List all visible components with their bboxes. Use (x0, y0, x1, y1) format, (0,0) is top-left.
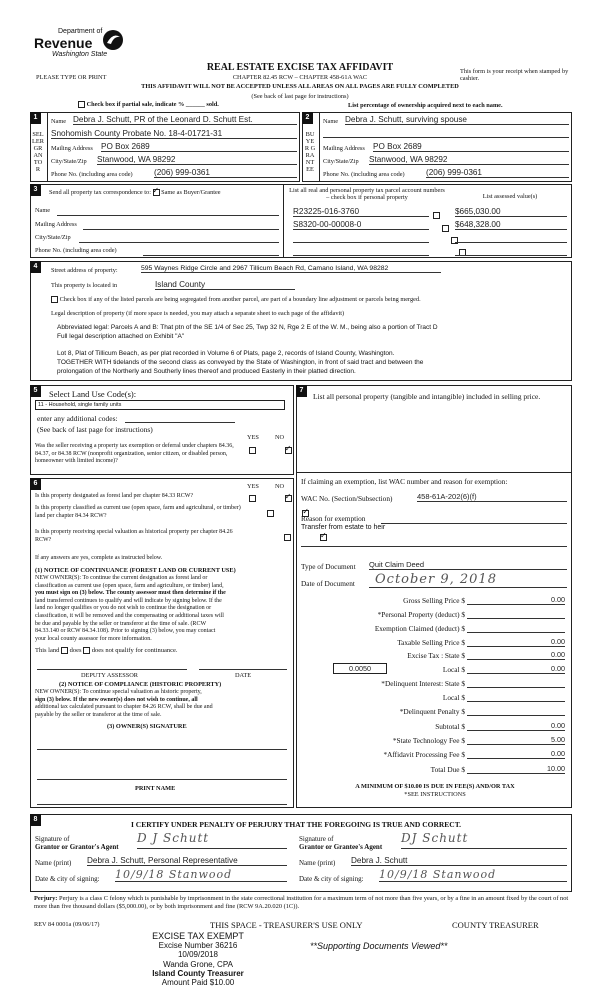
does-checkbox[interactable] (61, 647, 68, 654)
deputy-assessor-label: DEPUTY ASSESSOR (81, 672, 138, 679)
parcel-personal-checkbox-1[interactable] (433, 212, 440, 219)
reason-text[interactable]: Transfer from estate to heir (301, 524, 386, 531)
legal-line-5: prolongation of the Northerly and Southerly lines thereof and produced Easterly in their platted direction. (57, 368, 356, 375)
doc-date[interactable]: October 9, 2018 (369, 572, 567, 588)
buyer-city-label: City/State/Zip (323, 158, 359, 165)
corr-city-label: City/State/Zip (35, 234, 71, 241)
calc-value[interactable] (467, 623, 565, 633)
continuance-row: This land does does not qualify for continuance. (35, 647, 178, 654)
seller-name-label: Name (51, 118, 67, 125)
logo-line-1: Department of (58, 28, 103, 35)
buyer-phone[interactable]: (206) 999-0361 (426, 168, 569, 178)
supporting-docs-note: **Supporting Documents Viewed** (310, 941, 448, 951)
grantee-sig-label: Signature of Grantor or Grantee's Agent (299, 835, 383, 851)
land-use-code[interactable]: 11 - Household, single family units (35, 400, 285, 410)
grantee-signature[interactable]: DJ Schutt (401, 831, 567, 849)
buyer-address-label: Mailing Address (323, 145, 365, 152)
section-7-number: 7 (296, 385, 307, 397)
county[interactable]: Island County (155, 280, 295, 290)
street-label: Street address of property: (51, 267, 118, 274)
does-not-checkbox[interactable] (83, 647, 90, 654)
section-8-certification (30, 814, 572, 892)
calc-value[interactable]: 5.00 (467, 735, 565, 745)
calc-value[interactable]: 0.00 (467, 637, 565, 647)
legal-line-2: Full legal description attached on Exhibit "A" (57, 333, 185, 340)
section-5-number: 5 (30, 385, 41, 397)
logo-line-2: Revenue (34, 35, 93, 51)
legal-line-1: Abbreviated legal: Parcels A and B: That ptn of the SE 1/4 of Sec 25, Twp 32 N, Rge 2 E of the W. M., being also a portion of Tract D (57, 324, 438, 331)
section-8-number: 8 (30, 814, 41, 826)
buyer-city[interactable]: Stanwood, WA 98292 (369, 155, 569, 165)
seller-name-2[interactable]: Snohomish County Probate No. 18-4-01721-31 (51, 129, 297, 139)
see-back-top: (See back of last page for instructions) (251, 93, 349, 100)
land-use-title: Select Land Use Code(s): (49, 389, 137, 399)
grantee-name-label: Name (print) (299, 859, 336, 867)
grantor-date-label: Date & city of signing: (35, 875, 100, 883)
calc-value[interactable]: 0.00 (467, 664, 565, 674)
section-4-property (30, 261, 572, 381)
calc-value[interactable]: 0.00 (467, 749, 565, 759)
corr-address-label: Mailing Address (35, 221, 77, 228)
calc-label: *Personal Property (deduct) $ (377, 610, 465, 619)
no-header-5: NO (275, 434, 285, 441)
personal-property-label: List all personal property (tangible and intangible) included in selling price. (313, 392, 541, 401)
notice-1-title: (1) NOTICE OF CONTINUANCE (FOREST LAND OR CURRENT USE) (35, 567, 236, 574)
form-warning: THIS AFFIDAVIT WILL NOT BE ACCEPTED UNLESS ALL AREAS ON ALL PAGES ARE FULLY COMPLETED (141, 83, 459, 90)
calc-value[interactable] (467, 609, 565, 619)
grantee-date-city[interactable]: 10/9/18 Stanwood (379, 868, 567, 882)
grantee-date-label: Date & city of signing: (299, 875, 364, 883)
yes-header-5: YES (247, 434, 259, 441)
calc-value[interactable] (467, 706, 565, 716)
seller-address[interactable]: PO Box 2689 (101, 142, 297, 152)
historic-yes-checkbox[interactable] (284, 534, 291, 541)
calc-label: *Affidavit Processing Fee $ (383, 750, 465, 759)
calc-label: Local $ (442, 665, 465, 674)
date-label: DATE (235, 672, 252, 679)
claim-exemption-label: If claiming an exemption, list WAC number and reason for exemption: (301, 477, 508, 486)
parcel-account-1[interactable]: R23225-016-3760 (293, 207, 429, 217)
calc-label: Local $ (442, 693, 465, 702)
calc-label: Excise Tax : State $ (407, 651, 465, 660)
yes-header-6: YES (247, 483, 259, 490)
doc-type-label: Type of Document (301, 562, 356, 571)
section-6-designations (30, 478, 294, 808)
pct-ownership-note: List percentage of ownership acquired next to each name. (348, 102, 503, 109)
notice-2-title: (2) NOTICE OF COMPLIANCE (HISTORIC PROPERTY) (59, 681, 222, 688)
parcel-personal-checkbox-2[interactable] (442, 225, 449, 232)
current-use-question: Is this property classified as current use (open space, farm and agricultural, or timber) land per chapter 84.34 RCW? (35, 505, 241, 519)
logo-line-3: Washington State (52, 51, 108, 58)
seller-city[interactable]: Stanwood, WA 98292 (97, 155, 297, 165)
located-label: This property is located in (51, 282, 118, 289)
calc-value[interactable]: 0.00 (467, 595, 565, 605)
legal-line-3: Lot 8, Plat of Tillicum Beach, as per plat recorded in Volume 6 of Plats, page 2, records of Island County, Washington. (57, 350, 395, 357)
calc-label: Total Due $ (430, 765, 465, 774)
print-name-label: PRINT NAME (135, 785, 176, 792)
please-type: PLEASE TYPE OR PRINT (36, 74, 107, 81)
section-1-number: 1 (30, 112, 41, 124)
street-address[interactable]: 595 Waynes Ridge Circle and 2967 Tillicum Beach Rd, Camano Island, WA 98282 (141, 265, 441, 273)
buyer-name[interactable]: Debra J. Schutt, surviving spouse (345, 115, 569, 125)
notice-2-text: NEW OWNER(S): To continue special valuation as historic property, sign (3) below. If the new owner(s) does not wish to continue, all additional tax calculated pursuant to chapter 84.26 RCW, shall be due and payable by the seller or transferor at the time of sale. (35, 689, 213, 718)
exemption-yes-checkbox[interactable] (249, 447, 256, 454)
calc-label: Gross Selling Price $ (403, 596, 465, 605)
grantor-name[interactable]: Debra J. Schutt, Personal Representative (87, 856, 287, 866)
seller-phone[interactable]: (206) 999-0361 (154, 168, 297, 178)
no-header-6: NO (275, 483, 285, 490)
calc-value[interactable] (467, 692, 565, 702)
calc-value[interactable] (467, 678, 565, 688)
grantor-signature[interactable]: D J Schutt (137, 831, 287, 849)
dor-logo (34, 28, 126, 68)
parcel-account-2[interactable]: S8320-00-00008-0 (293, 220, 429, 230)
wac-label: WAC No. (Section/Subsection) (301, 494, 393, 503)
calc-value[interactable]: 10.00 (467, 764, 565, 774)
doc-date-label: Date of Document (301, 579, 355, 588)
grantor-name-label: Name (print) (35, 859, 72, 867)
calc-label: *Delinquent Penalty $ (399, 707, 465, 716)
calc-label: Exemption Claimed (deduct) $ (374, 624, 465, 633)
form-title: REAL ESTATE EXCISE TAX AFFIDAVIT (206, 62, 394, 73)
treasurer-only-label: THIS SPACE - TREASURER'S USE ONLY (210, 920, 363, 930)
current-use-yes-checkbox[interactable] (267, 510, 274, 517)
reason-label: Reason for exemption (301, 514, 366, 523)
historic-question: Is this property receiving special valuation as historical property per chapter 84.26 RCW? (35, 529, 233, 543)
notice-1-text: NEW OWNER(S): To continue the current designation as forest land or classification as current use (open space, farm and agriculture, or timber) land, you must sign on (3) below. The county assessor must then determine if the land transferred continues to qualify and will indicate by signing below. If the land no longer qualifies or you do not wish to continue the designation or classification, it will be removed and the compensating or additional taxes will be due and payable by the seller or transferor at the time of sale. (RCW 84.33.140 or RCW 84.34.108). Prior to signing (3) below, you may contact your local county assessor for more information. (35, 575, 226, 642)
forest-question: Is this property designated as forest land per chapter 84.33 RCW? (35, 493, 194, 499)
county-treasurer-label: COUNTY TREASURER (452, 920, 539, 930)
same-as-buyer-checkbox[interactable] (153, 189, 160, 196)
parcel-value-1[interactable]: $665,030.00 (455, 207, 567, 217)
send-correspondence-label: Send all property tax correspondence to: ✓ Same as Buyer/Grantee (49, 189, 221, 196)
buyer-phone-label: Phone No. (including area code) (323, 171, 405, 178)
section-6-number: 6 (30, 478, 41, 490)
treasurer-stamp: EXCISE TAX EXEMPT Excise Number 36216 10/09/2018 Wanda Grone, CPA Island County Treasurer Amount Paid $10.00 (152, 931, 244, 988)
perjury-notice: Perjury: Perjury is a class C felony which is punishable by imprisonment in the state correctional institution for a maximum term of not more than five years, or by a fine in an amount fixed by the court of not more than five thousand dollars ($5,000.00), or by both imprisonment and fine (RCW 9A.20.020 (1C)). (34, 895, 569, 910)
additional-codes-label: enter any additional codes: (37, 414, 118, 423)
local-rate[interactable]: 0.0050 (333, 663, 387, 674)
calc-label: *Delinquent Interest: State $ (381, 679, 465, 688)
assessed-header: List assessed value(s) (482, 193, 538, 200)
section-2-buyer (302, 112, 572, 182)
section-2-number: 2 (302, 112, 313, 124)
form-chapters: CHAPTER 82.45 RCW – CHAPTER 458-61A WAC (232, 74, 368, 81)
wac-number[interactable]: 458-61A-202(6)(f) (417, 492, 567, 502)
legal-label: Legal description of property (if more space is needed, you may attach a separate sheet to each page of the affidavit) (51, 310, 345, 317)
receipt-note: This form is your receipt when stamped by cashier. (460, 68, 569, 82)
section-3-correspondence (30, 184, 572, 258)
owner-signature-label: (3) OWNER(S) SIGNATURE (107, 723, 187, 730)
corr-phone-label: Phone No. (including area code) (35, 247, 117, 254)
grantor-date-city[interactable]: 10/9/18 Stanwood (115, 868, 287, 882)
see-instructions: *SEE INSTRUCTIONS (404, 791, 466, 798)
partial-sale-row: Check box if partial sale, indicate % ______ sold. (78, 101, 219, 108)
section-7-personal-property (296, 385, 572, 808)
seller-name[interactable]: Debra J. Schutt, PR of the Leonard D. Schutt Est. (73, 115, 297, 125)
accounts-header: List all real and personal property tax parcel account numbers – check box if personal property (289, 187, 445, 201)
exemption-question: Was the seller receiving a property tax exemption or deferral under chapters 84.36, 84.37, or 84.38 RCW (nonprofit organization, senior citizen, or disabled person, homeowner with limited income)? (35, 443, 234, 464)
calc-label: Subtotal $ (435, 722, 465, 731)
seller-side-label: SELLER GRANTOR (32, 131, 44, 173)
corr-name-label: Name (35, 207, 51, 214)
buyer-side-label: BUYER GRANTEE (304, 131, 316, 173)
forest-yes-checkbox[interactable] (249, 495, 256, 502)
seller-address-label: Mailing Address (51, 145, 93, 152)
seller-city-label: City/State/Zip (51, 158, 87, 165)
section-1-seller (30, 112, 300, 182)
calc-label: *State Technology Fee $ (392, 736, 465, 745)
certify-text: I CERTIFY UNDER PENALTY OF PERJURY THAT THE FOREGOING IS TRUE AND CORRECT. (131, 820, 462, 829)
buyer-address[interactable]: PO Box 2689 (373, 142, 569, 152)
section-4-number: 4 (30, 261, 41, 273)
if-yes-note: If any answers are yes, complete as instructed below. (35, 555, 163, 561)
grantor-sig-label: Signature of Grantor or Grantor's Agent (35, 835, 119, 851)
seller-phone-label: Phone No. (including area code) (51, 171, 133, 178)
grantee-name[interactable]: Debra J. Schutt (351, 856, 567, 866)
minimum-due: A MINIMUM OF $10.00 IS DUE IN FEE(S) AND/OR TAX (355, 783, 515, 790)
section-3-number: 3 (30, 184, 41, 196)
buyer-name-label: Name (323, 118, 339, 125)
calc-label: Taxable Selling Price $ (397, 638, 465, 647)
doc-type[interactable]: Quit Claim Deed (369, 560, 567, 570)
section-5-land-use (30, 385, 294, 475)
segregated-checkbox[interactable] (51, 296, 58, 303)
see-back-5: (See back of last page for instructions) (37, 425, 153, 434)
calc-value[interactable]: 0.00 (467, 650, 565, 660)
parcel-value-2[interactable]: $648,328.00 (455, 220, 567, 230)
partial-sale-checkbox[interactable] (78, 101, 85, 108)
legal-line-4: TOGETHER WITH tidelands of the second class as conveyed by the State of Washington, in front of said tract and between the (57, 359, 424, 366)
calc-value[interactable]: 0.00 (467, 721, 565, 731)
forest-no-checkbox[interactable] (285, 495, 292, 502)
exemption-no-checkbox[interactable] (285, 447, 292, 454)
segregated-row: Check box if any of the listed parcels are being segregated from another parcel, are part of a boundary line adjustment or parcels being merged. (51, 296, 571, 303)
rev-number: REV 84 0001a (09/06/17) (34, 921, 100, 928)
swoosh-icon (102, 28, 124, 52)
